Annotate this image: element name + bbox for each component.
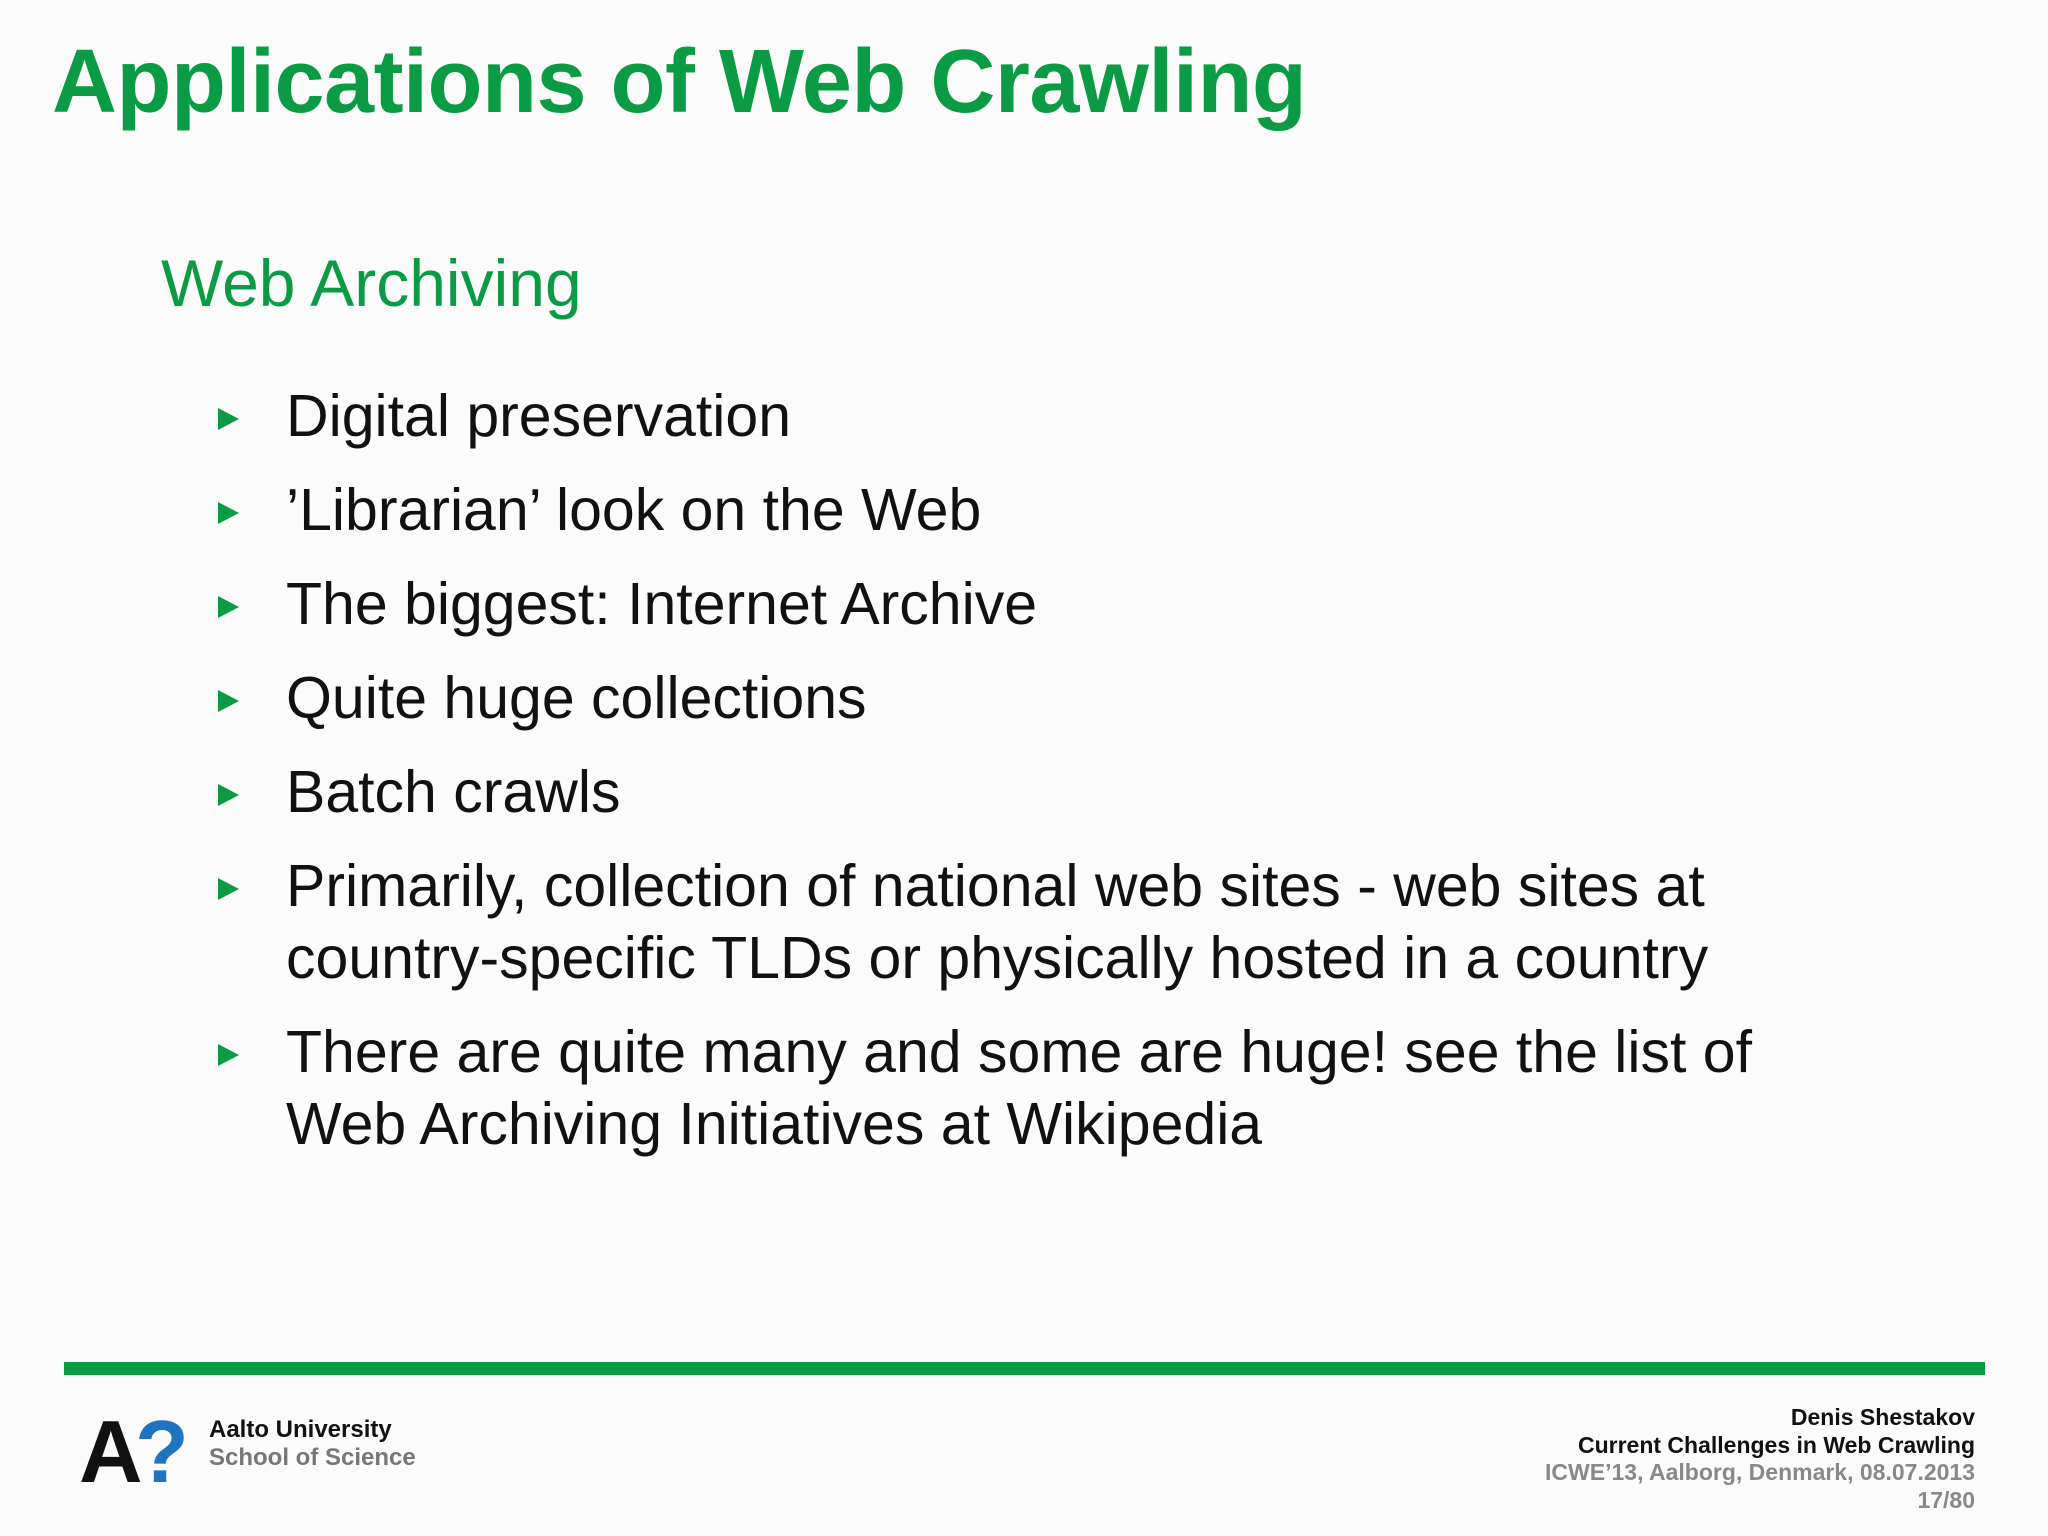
bullet-item: [218, 850, 1918, 994]
bullet-text: Batch crawls: [286, 759, 621, 825]
triangle-bullet-icon: [218, 784, 239, 806]
affiliation-block: [209, 1416, 416, 1473]
presentation-metadata: [1275, 1404, 1975, 1514]
bullet-item: [218, 380, 1918, 452]
section-subtitle: Web Archiving: [161, 246, 582, 320]
talk-title: Current Challenges in Web Crawling: [1577, 1431, 1975, 1458]
venue-date: ICWE’13, Aalborg, Denmark, 08.07.2013: [1545, 1459, 1975, 1486]
footer-divider: [64, 1362, 1985, 1375]
svg-text:A: A: [79, 1412, 143, 1486]
triangle-bullet-icon: [218, 502, 239, 524]
svg-text:?: ?: [135, 1412, 189, 1486]
aalto-logo-icon: [79, 1412, 189, 1486]
bullet-text: Quite huge collections: [286, 665, 867, 731]
triangle-bullet-icon: [218, 408, 239, 430]
slide-title: Applications of Web Crawling: [52, 32, 1307, 132]
triangle-bullet-icon: [218, 690, 239, 712]
bullet-text: ’Librarian’ look on the Web: [286, 477, 982, 543]
bullet-item: [218, 662, 1918, 734]
author-name: Denis Shestakov: [1790, 1404, 1975, 1430]
bullet-item: [218, 568, 1918, 640]
bullet-text: Primarily, collection of national web sites - web sites at country-specific TLDs or physically hosted in a country: [286, 853, 1709, 991]
bullet-text: There are quite many and some are huge! see the list of Web Archiving Initiatives at Wikipedia: [286, 1019, 1753, 1157]
bullet-item: [218, 474, 1918, 546]
school-name: School of Science: [209, 1444, 416, 1472]
triangle-bullet-icon: [218, 1044, 239, 1066]
bullet-text: Digital preservation: [286, 383, 792, 449]
triangle-bullet-icon: [218, 596, 239, 618]
triangle-bullet-icon: [218, 878, 239, 900]
university-name: Aalto University: [209, 1416, 392, 1443]
bullet-item: [218, 756, 1918, 828]
bullet-item: [218, 1016, 1918, 1160]
bullet-list: [218, 380, 1918, 1182]
bullet-text: The biggest: Internet Archive: [286, 571, 1038, 637]
page-number: 17/80: [1917, 1486, 1975, 1513]
